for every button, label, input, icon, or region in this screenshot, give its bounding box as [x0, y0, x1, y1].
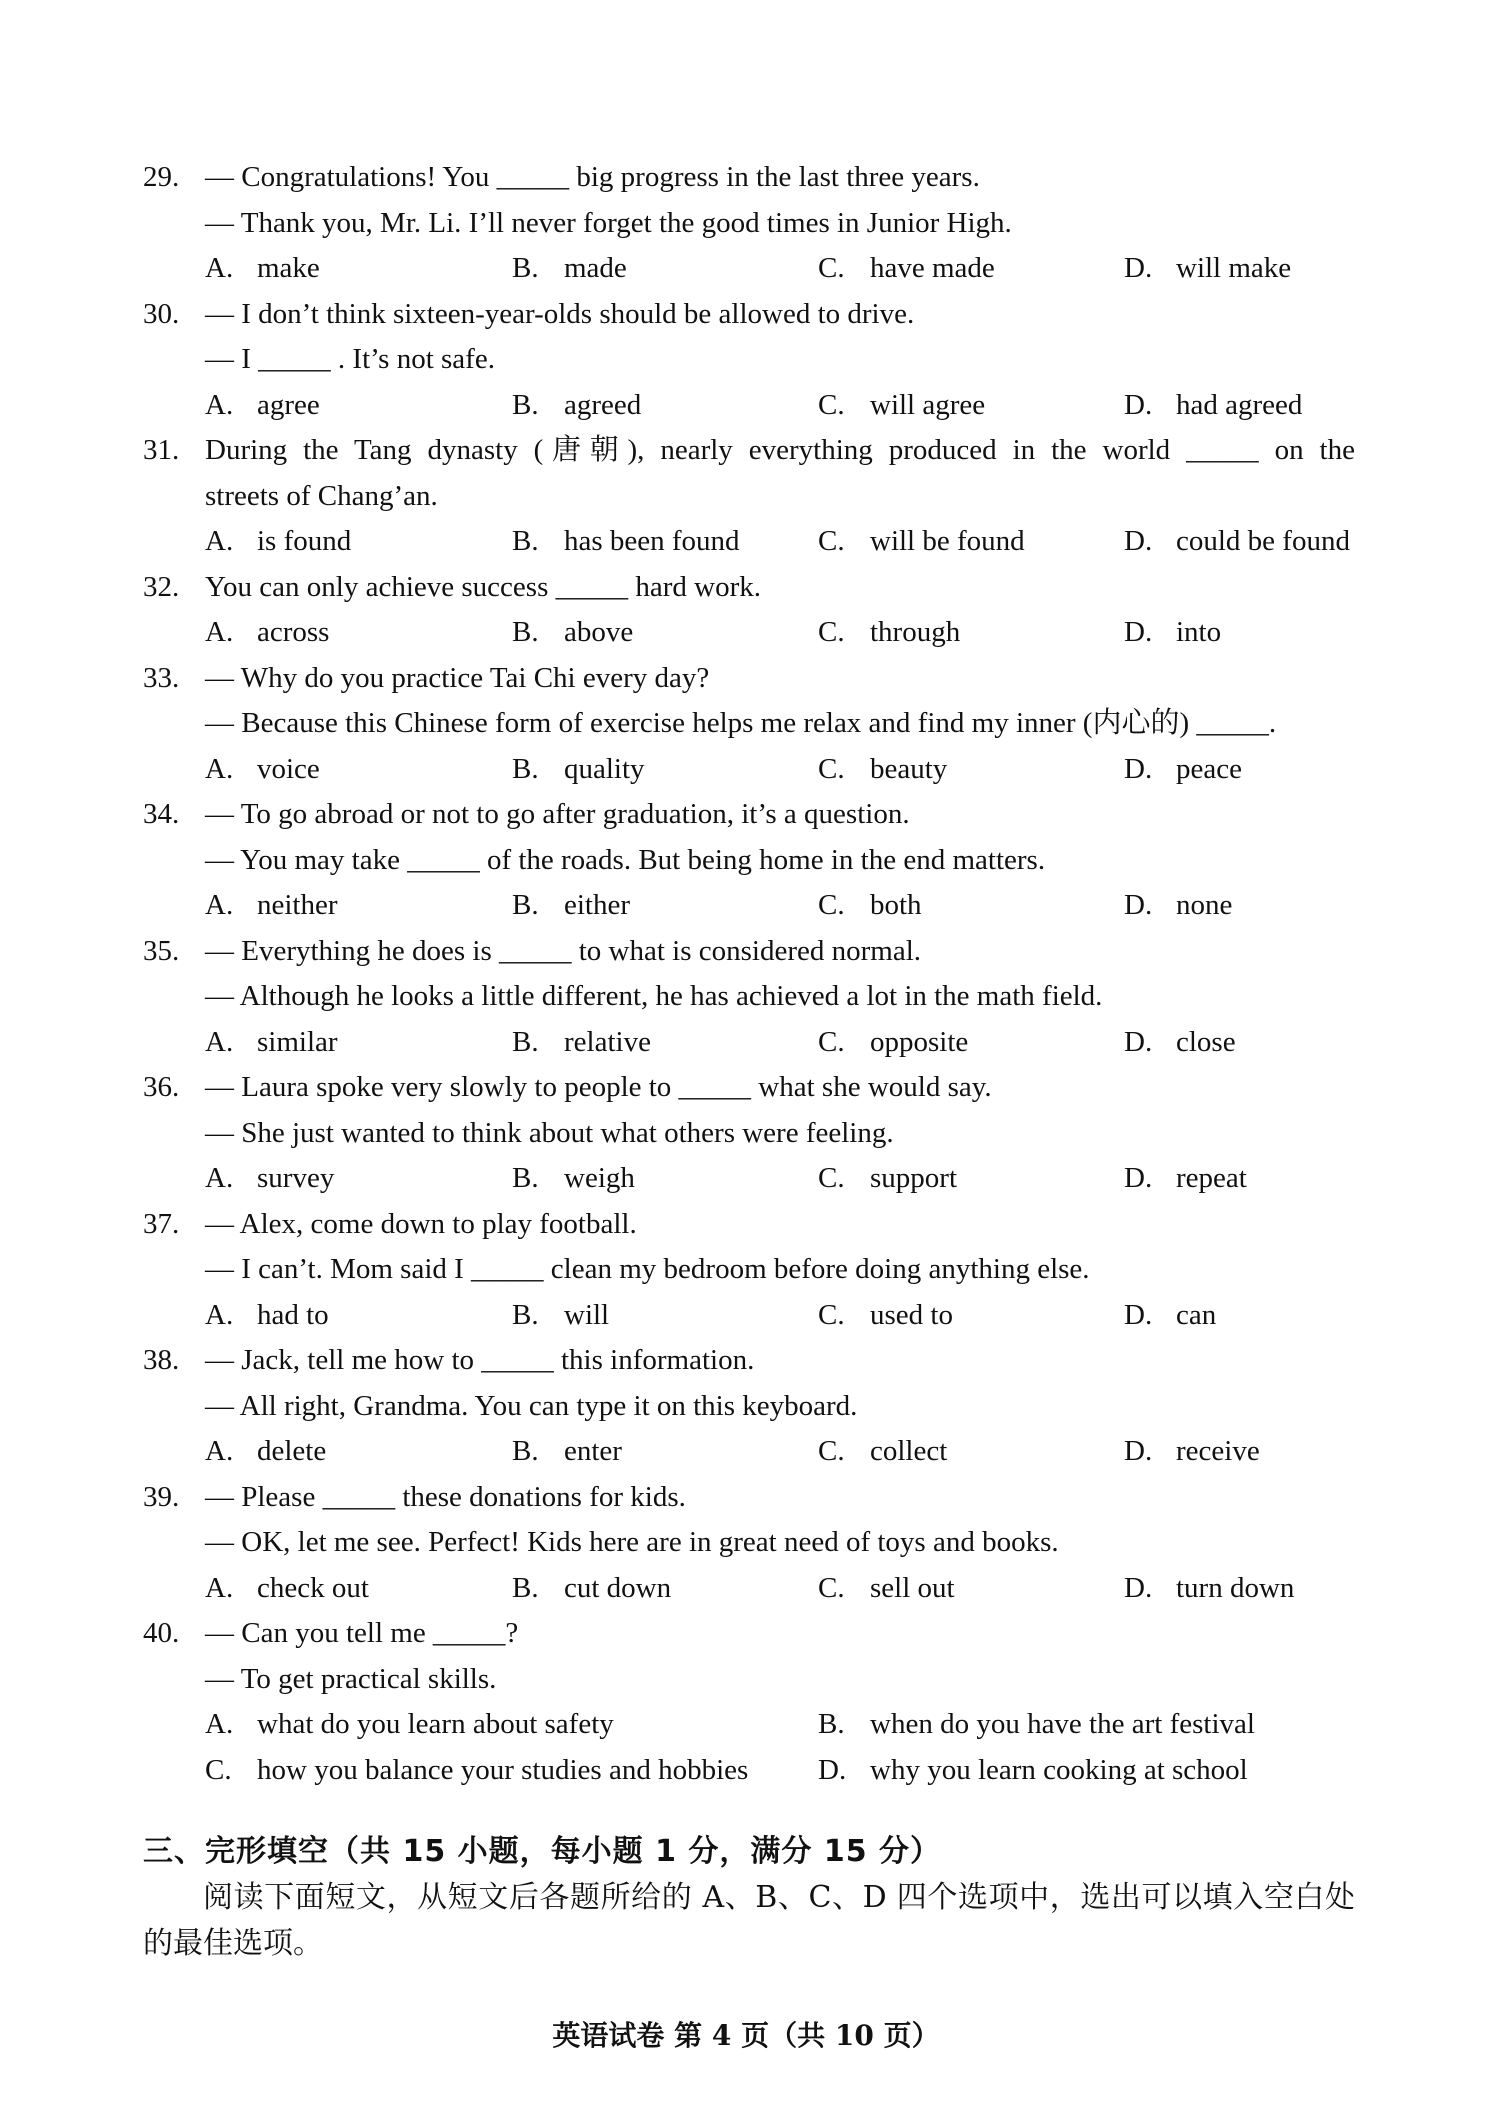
question-line: [0, 974, 1492, 1020]
option-b: [512, 747, 645, 793]
question-stem: — Jack, tell me how to _____ this information.: [205, 1344, 755, 1376]
option-label: B.: [512, 252, 539, 284]
option-d: [1124, 246, 1291, 292]
question-number: 36.: [143, 1071, 180, 1103]
option-text: will: [564, 1298, 610, 1331]
question-number: 37.: [143, 1207, 180, 1240]
option-b: [512, 519, 740, 565]
option-text: opposite: [870, 1025, 969, 1058]
question-40: [0, 1611, 1492, 1793]
option-text: cut down: [564, 1571, 672, 1604]
question-number: 32.: [143, 570, 180, 603]
option-label: D.: [1124, 1162, 1153, 1194]
option-label: D.: [1124, 889, 1153, 921]
question-stem: You can only achieve success _____ hard work.: [205, 570, 761, 603]
option-a: [205, 1566, 369, 1612]
options-row: [0, 246, 1492, 292]
option-a: [205, 1293, 329, 1339]
question-32: [0, 565, 1492, 656]
option-c: [818, 747, 947, 793]
option-label: C.: [818, 889, 845, 921]
option-b: [818, 1702, 1255, 1748]
question-stem: — Laura spoke very slowly to people to _____ what she would say.: [205, 1071, 992, 1103]
option-b: [512, 1566, 671, 1612]
question-stem: — She just wanted to think about what others were feeling.: [205, 1116, 894, 1149]
option-label: A.: [205, 752, 234, 785]
question-stem: — Thank you, Mr. Li. I’ll never forget the good times in Junior High.: [205, 206, 1012, 239]
option-a: [205, 1020, 338, 1066]
option-label: A.: [205, 1708, 234, 1740]
option-text: none: [1176, 889, 1233, 921]
option-label: C.: [818, 1571, 845, 1604]
option-d: [818, 1748, 1248, 1794]
question-line: [0, 155, 1492, 201]
question-stem: streets of Chang’an.: [205, 479, 438, 512]
option-d: [1124, 883, 1232, 929]
option-c: [818, 1293, 953, 1339]
option-text: above: [564, 616, 634, 648]
option-label: B.: [512, 1298, 539, 1331]
option-label: D.: [1124, 252, 1153, 284]
options-row: [0, 1020, 1492, 1066]
option-c: [818, 519, 1025, 565]
options-row: [0, 1702, 1492, 1748]
question-line: [0, 292, 1492, 338]
question-line: [0, 1065, 1492, 1111]
option-label: C.: [818, 1162, 845, 1194]
question-line: [0, 201, 1492, 247]
option-c: [818, 1156, 957, 1202]
option-label: A.: [205, 1571, 234, 1604]
option-d: [1124, 747, 1242, 793]
option-text: both: [870, 889, 922, 921]
question-stem: — I can’t. Mom said I _____ clean my bedroom before doing anything else.: [205, 1253, 1090, 1285]
option-b: [512, 383, 641, 429]
option-text: will agree: [870, 388, 986, 421]
option-label: A.: [205, 889, 234, 921]
option-d: [1124, 1429, 1260, 1475]
question-number: 35.: [143, 934, 180, 967]
option-b: [512, 610, 633, 656]
question-37: [0, 1202, 1492, 1339]
question-stem: — OK, let me see. Perfect! Kids here are in great need of toys and books.: [205, 1526, 1059, 1558]
question-line: [0, 929, 1492, 975]
option-text: will make: [1176, 252, 1292, 284]
question-stem: — Can you tell me _____?: [205, 1617, 519, 1649]
question-line: [0, 1657, 1492, 1703]
options-row: [0, 1293, 1492, 1339]
option-text: sell out: [870, 1571, 955, 1604]
option-label: D.: [1124, 525, 1153, 557]
option-label: A.: [205, 388, 234, 421]
question-line: [0, 838, 1492, 884]
question-stem: — All right, Grandma. You can type it on this keyboard.: [205, 1389, 858, 1422]
option-text: is found: [257, 525, 352, 557]
question-stem: — I don’t think sixteen-year-olds should be allowed to drive.: [205, 297, 915, 330]
section-instruction: 阅读下面短文，从短文后各题所给的 A、B、C、D 四个选项中，选出可以填入空白处的最佳选项。: [143, 1880, 1355, 1961]
option-text: either: [564, 889, 631, 921]
options-row: [0, 519, 1492, 565]
option-text: across: [257, 616, 330, 648]
question-stem: — Congratulations! You _____ big progress in the last three years.: [205, 161, 980, 193]
question-line: [0, 428, 1492, 474]
option-label: C.: [205, 1753, 232, 1786]
option-label: A.: [205, 1025, 234, 1058]
question-35: [0, 929, 1492, 1066]
option-label: B.: [512, 525, 539, 557]
option-a: [205, 246, 320, 292]
option-text: close: [1176, 1025, 1236, 1058]
option-text: support: [870, 1162, 957, 1194]
question-number: 33.: [143, 661, 180, 694]
option-label: D.: [1124, 1298, 1153, 1331]
question-list: [0, 155, 1492, 1793]
option-text: weigh: [564, 1162, 635, 1194]
option-a: [205, 883, 338, 929]
options-row: [0, 1566, 1492, 1612]
option-text: survey: [257, 1162, 335, 1194]
option-d: [1124, 1293, 1216, 1339]
option-c: [818, 246, 995, 292]
option-c: [818, 1566, 955, 1612]
question-number: 40.: [143, 1617, 180, 1649]
options-row: [0, 747, 1492, 793]
option-label: A.: [205, 252, 234, 284]
option-a: [205, 610, 329, 656]
question-stem: — You may take _____ of the roads. But being home in the end matters.: [205, 843, 1046, 876]
question-stem: — To get practical skills.: [205, 1662, 497, 1695]
option-label: B.: [818, 1708, 845, 1740]
question-line: [0, 1384, 1492, 1430]
option-text: quality: [564, 752, 645, 785]
option-text: agree: [257, 388, 320, 421]
question-number: 30.: [143, 297, 180, 330]
option-a: [205, 1429, 326, 1475]
option-d: [1124, 1156, 1247, 1202]
option-d: [1124, 610, 1221, 656]
option-b: [512, 883, 630, 929]
option-label: C.: [818, 616, 845, 648]
cloze-section: [143, 1829, 1355, 1967]
option-text: can: [1176, 1298, 1217, 1331]
option-c: [818, 610, 960, 656]
question-34: [0, 792, 1492, 929]
option-c: [818, 1429, 947, 1475]
option-label: A.: [205, 1162, 234, 1194]
question-number: 38.: [143, 1344, 180, 1376]
option-label: A.: [205, 616, 234, 648]
option-text: when do you have the art festival: [870, 1708, 1255, 1740]
option-a: [205, 1156, 334, 1202]
question-number: 39.: [143, 1480, 180, 1513]
option-text: made: [564, 252, 627, 284]
option-a: [205, 1702, 614, 1748]
option-b: [512, 1429, 622, 1475]
option-label: B.: [512, 889, 539, 921]
option-b: [512, 1156, 635, 1202]
option-label: B.: [512, 1435, 539, 1467]
option-label: B.: [512, 1162, 539, 1194]
option-d: [1124, 1020, 1236, 1066]
option-label: C.: [818, 252, 845, 284]
option-label: D.: [1124, 1571, 1153, 1604]
option-d: [1124, 1566, 1294, 1612]
option-label: D.: [818, 1753, 847, 1786]
option-label: D.: [1124, 1025, 1153, 1058]
options-row: [0, 1429, 1492, 1475]
option-text: turn down: [1176, 1571, 1295, 1604]
question-line: [0, 1475, 1492, 1521]
option-label: B.: [512, 1571, 539, 1604]
question-line: [0, 1247, 1492, 1293]
option-label: C.: [818, 388, 845, 421]
question-39: [0, 1475, 1492, 1612]
option-label: A.: [205, 1435, 234, 1467]
option-text: could be found: [1176, 525, 1350, 557]
option-c: [205, 1748, 748, 1794]
option-text: receive: [1176, 1435, 1260, 1467]
question-29: [0, 155, 1492, 292]
question-33: [0, 656, 1492, 793]
options-row: [0, 383, 1492, 429]
option-text: used to: [870, 1298, 953, 1331]
option-text: how you balance your studies and hobbies: [257, 1753, 749, 1786]
options-row: [0, 610, 1492, 656]
option-text: through: [870, 616, 961, 648]
option-b: [512, 246, 627, 292]
question-stem: — Why do you practice Tai Chi every day?: [205, 661, 710, 694]
question-line: [0, 1520, 1492, 1566]
option-text: enter: [564, 1435, 622, 1467]
option-label: C.: [818, 1025, 845, 1058]
question-31: [0, 428, 1492, 565]
option-text: why you learn cooking at school: [870, 1753, 1248, 1786]
option-text: beauty: [870, 752, 948, 785]
option-a: [205, 383, 320, 429]
question-line: [0, 701, 1492, 747]
question-stem: — Because this Chinese form of exercise helps me relax and find my inner (内心的) _____.: [205, 707, 1277, 739]
option-d: [1124, 519, 1350, 565]
option-label: C.: [818, 525, 845, 557]
option-text: had to: [257, 1298, 329, 1331]
option-label: A.: [205, 525, 234, 557]
option-label: C.: [818, 752, 845, 785]
option-c: [818, 383, 985, 429]
option-label: C.: [818, 1435, 845, 1467]
option-text: neither: [257, 889, 338, 921]
option-c: [818, 1020, 968, 1066]
option-text: peace: [1176, 752, 1242, 785]
question-line: [0, 1611, 1492, 1657]
option-b: [512, 1293, 609, 1339]
section-title: 三、完形填空（共 15 小题，每小题 1 分，满分 15 分）: [143, 1834, 942, 1869]
question-line: [0, 474, 1492, 520]
option-text: relative: [564, 1025, 651, 1058]
question-line: [0, 1202, 1492, 1248]
question-line: [0, 565, 1492, 611]
option-label: D.: [1124, 616, 1153, 648]
question-number: 34.: [143, 798, 180, 830]
option-label: D.: [1124, 388, 1153, 421]
options-row: [0, 1748, 1492, 1794]
option-a: [205, 519, 351, 565]
option-text: make: [257, 252, 320, 284]
option-text: will be found: [870, 525, 1025, 557]
question-36: [0, 1065, 1492, 1202]
question-number: 29.: [143, 161, 180, 193]
question-number: 31.: [143, 434, 180, 466]
option-label: C.: [818, 1298, 845, 1331]
option-label: B.: [512, 752, 539, 785]
page-footer: 英语试卷 第 4 页（共 10 页）: [552, 2019, 940, 2052]
option-text: delete: [257, 1435, 327, 1467]
question-line: [0, 1111, 1492, 1157]
question-stem: — I _____ . It’s not safe.: [205, 343, 495, 375]
option-b: [512, 1020, 651, 1066]
question-stem: — Everything he does is _____ to what is considered normal.: [205, 934, 922, 967]
question-stem: — Alex, come down to play football.: [205, 1207, 637, 1240]
options-row: [0, 883, 1492, 929]
option-a: [205, 747, 320, 793]
question-stem: — To go abroad or not to go after graduation, it’s a question.: [205, 798, 910, 830]
option-text: had agreed: [1176, 388, 1303, 421]
question-line: [0, 1338, 1492, 1384]
option-text: what do you learn about safety: [257, 1708, 614, 1740]
option-label: B.: [512, 616, 539, 648]
question-line: [0, 656, 1492, 702]
option-text: has been found: [564, 525, 740, 557]
option-text: agreed: [564, 388, 642, 421]
option-text: check out: [257, 1571, 369, 1604]
option-label: B.: [512, 1025, 539, 1058]
question-38: [0, 1338, 1492, 1475]
question-line: [0, 792, 1492, 838]
option-d: [1124, 383, 1302, 429]
question-stem: — Although he looks a little different, he has achieved a lot in the math field.: [205, 980, 1103, 1012]
option-c: [818, 883, 922, 929]
option-text: voice: [257, 752, 320, 785]
question-stem: During the Tang dynasty (唐朝), nearly everything produced in the world _____ on the: [205, 434, 1355, 466]
option-label: D.: [1124, 1435, 1153, 1467]
option-label: A.: [205, 1298, 234, 1331]
option-label: D.: [1124, 752, 1153, 785]
option-text: have made: [870, 252, 995, 284]
option-text: repeat: [1176, 1162, 1247, 1194]
option-text: collect: [870, 1435, 948, 1467]
option-text: into: [1176, 616, 1222, 648]
question-stem: — Please _____ these donations for kids.: [205, 1480, 686, 1513]
options-row: [0, 1156, 1492, 1202]
option-label: B.: [512, 388, 539, 421]
question-30: [0, 292, 1492, 429]
option-text: similar: [257, 1025, 338, 1058]
question-line: [0, 337, 1492, 383]
